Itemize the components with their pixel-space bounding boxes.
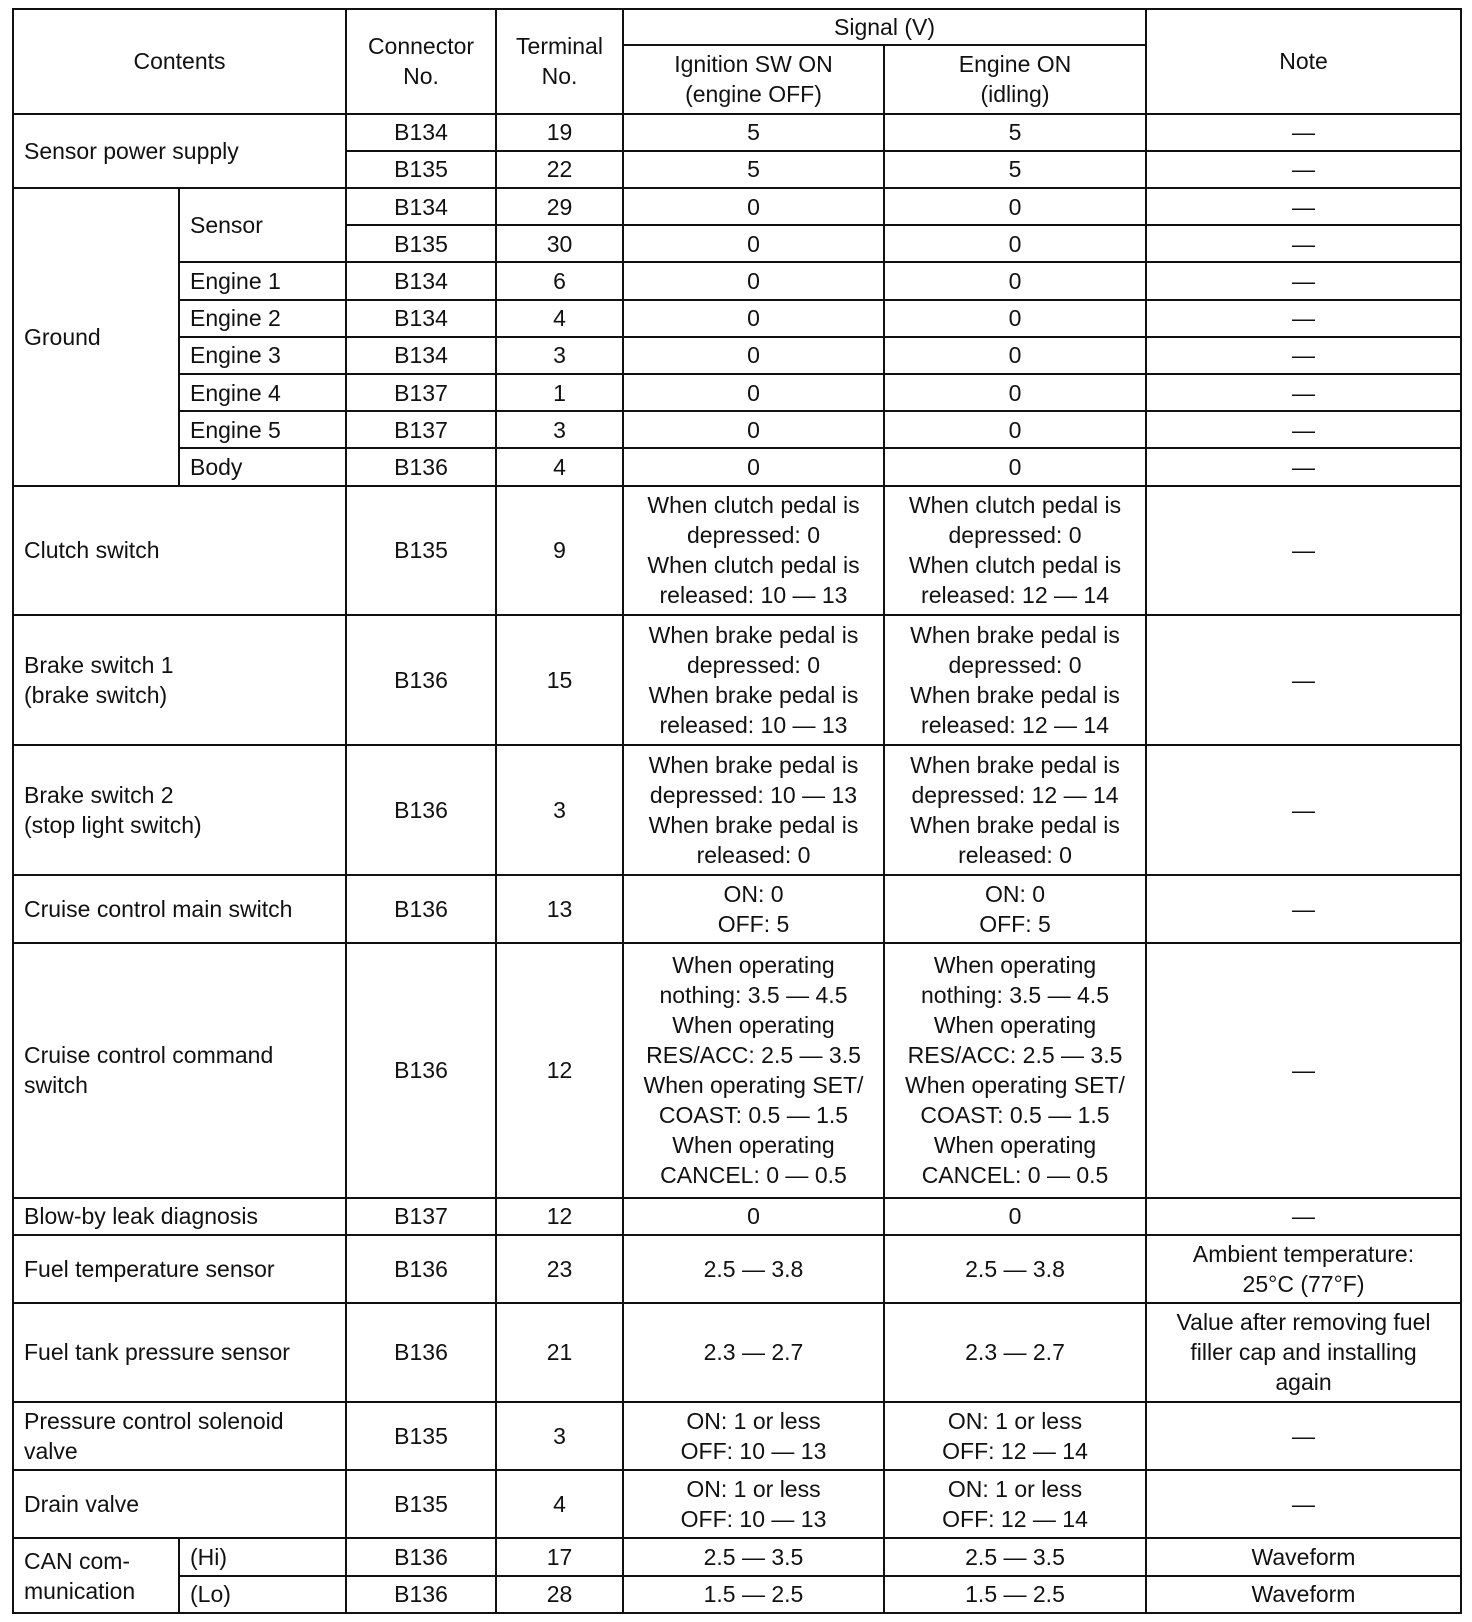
terminal-cell: 4	[496, 448, 623, 485]
ignition-cell: When brake pedal is depressed: 10 — 13 When brake pedal is released: 0	[623, 745, 884, 875]
header-terminal: Terminal No.	[496, 9, 623, 114]
engine-cell: 0	[884, 337, 1146, 374]
table-row	[13, 943, 1461, 1197]
ignition-cell: 5	[623, 114, 884, 151]
connector-cell: B137	[346, 1198, 496, 1235]
engine-cell: When brake pedal is depressed: 0 When brake pedal is released: 12 — 14	[884, 615, 1146, 745]
terminal-cell: 19	[496, 114, 623, 151]
row-label: Clutch switch	[13, 486, 346, 616]
engine-cell: 0	[884, 225, 1146, 262]
row-label: Cruise control main switch	[13, 875, 346, 943]
engine-cell: 0	[884, 374, 1146, 411]
header-ignition: Ignition SW ON (engine OFF)	[623, 45, 884, 113]
connector-cell: B136	[346, 1538, 496, 1575]
engine-cell: When brake pedal is depressed: 12 — 14 When brake pedal is released: 0	[884, 745, 1146, 875]
ignition-cell: 2.3 — 2.7	[623, 1303, 884, 1402]
connector-cell: B134	[346, 300, 496, 337]
table-row	[13, 1576, 1461, 1613]
sub-label: Engine 2	[179, 300, 346, 337]
terminal-cell: 22	[496, 151, 623, 188]
connector-cell: B135	[346, 1402, 496, 1470]
ignition-cell: 0	[623, 225, 884, 262]
ignition-cell: ON: 1 or less OFF: 10 — 13	[623, 1402, 884, 1470]
ignition-cell: When clutch pedal is depressed: 0 When clutch pedal is released: 10 — 13	[623, 486, 884, 616]
sub-label: Body	[179, 448, 346, 485]
note-cell: —	[1146, 1470, 1461, 1538]
connector-cell: B136	[346, 875, 496, 943]
terminal-cell: 4	[496, 1470, 623, 1538]
connector-cell: B135	[346, 486, 496, 616]
connector-cell: B136	[346, 1235, 496, 1303]
table-row	[13, 374, 1461, 411]
connector-cell: B136	[346, 448, 496, 485]
sub-label: Engine 5	[179, 411, 346, 448]
table-row	[13, 1198, 1461, 1235]
engine-cell: 0	[884, 188, 1146, 225]
connector-cell: B136	[346, 615, 496, 745]
row-label: Ground	[13, 188, 179, 486]
table-row	[13, 188, 1461, 225]
sub-label: Engine 3	[179, 337, 346, 374]
engine-cell: 5	[884, 151, 1146, 188]
engine-cell: 0	[884, 1198, 1146, 1235]
connector-cell: B136	[346, 1576, 496, 1613]
row-label: Fuel temperature sensor	[13, 1235, 346, 1303]
terminal-cell: 3	[496, 745, 623, 875]
engine-cell: 0	[884, 262, 1146, 299]
ignition-cell: 5	[623, 151, 884, 188]
note-cell: —	[1146, 225, 1461, 262]
terminal-cell: 13	[496, 875, 623, 943]
terminal-cell: 12	[496, 1198, 623, 1235]
row-label: CAN com- munication	[13, 1538, 179, 1613]
header-connector: Connector No.	[346, 9, 496, 114]
table-row	[13, 1538, 1461, 1575]
table-row	[13, 1303, 1461, 1402]
engine-cell: 5	[884, 114, 1146, 151]
terminal-cell: 3	[496, 1402, 623, 1470]
table-row	[13, 615, 1461, 745]
sub-label: Engine 1	[179, 262, 346, 299]
connector-cell: B135	[346, 151, 496, 188]
terminal-cell: 9	[496, 486, 623, 616]
header-note: Note	[1146, 9, 1461, 114]
note-cell: —	[1146, 448, 1461, 485]
engine-cell: ON: 1 or less OFF: 12 — 14	[884, 1402, 1146, 1470]
engine-cell: When clutch pedal is depressed: 0 When clutch pedal is released: 12 — 14	[884, 486, 1146, 616]
row-label: Brake switch 1 (brake switch)	[13, 615, 346, 745]
terminal-cell: 15	[496, 615, 623, 745]
table-row	[13, 875, 1461, 943]
ignition-cell: ON: 1 or less OFF: 10 — 13	[623, 1470, 884, 1538]
ignition-cell: 0	[623, 262, 884, 299]
terminal-cell: 3	[496, 337, 623, 374]
note-cell: Ambient temperature: 25°C (77°F)	[1146, 1235, 1461, 1303]
table-row	[13, 411, 1461, 448]
connector-cell: B136	[346, 745, 496, 875]
ignition-cell: When operating nothing: 3.5 — 4.5 When operating RES/ACC: 2.5 — 3.5 When operating SET/ COAST: 0.5 — 1.5 When operating CANCEL: 0 — 0.5	[623, 943, 884, 1197]
connector-cell: B134	[346, 262, 496, 299]
ignition-cell: 0	[623, 1198, 884, 1235]
table-row	[13, 448, 1461, 485]
connector-cell: B135	[346, 1470, 496, 1538]
ignition-cell: 0	[623, 411, 884, 448]
ignition-cell: 1.5 — 2.5	[623, 1576, 884, 1613]
note-cell: —	[1146, 745, 1461, 875]
note-cell: —	[1146, 1402, 1461, 1470]
ignition-cell: 0	[623, 448, 884, 485]
note-cell: —	[1146, 411, 1461, 448]
note-cell: —	[1146, 943, 1461, 1197]
ignition-cell: 2.5 — 3.8	[623, 1235, 884, 1303]
header-contents: Contents	[13, 9, 346, 114]
note-cell: —	[1146, 151, 1461, 188]
terminal-cell: 30	[496, 225, 623, 262]
ignition-cell: 2.5 — 3.5	[623, 1538, 884, 1575]
ignition-cell: 0	[623, 337, 884, 374]
note-cell: Value after removing fuel filler cap and installing again	[1146, 1303, 1461, 1402]
terminal-cell: 1	[496, 374, 623, 411]
note-cell: —	[1146, 615, 1461, 745]
connector-cell: B134	[346, 188, 496, 225]
connector-cell: B136	[346, 1303, 496, 1402]
terminal-cell: 23	[496, 1235, 623, 1303]
table-row	[13, 1470, 1461, 1538]
sub-label: (Lo)	[179, 1576, 346, 1613]
row-label: Brake switch 2 (stop light switch)	[13, 745, 346, 875]
header-signal: Signal (V)	[623, 9, 1146, 45]
terminal-cell: 3	[496, 411, 623, 448]
header-row	[13, 9, 1461, 45]
note-cell: —	[1146, 114, 1461, 151]
engine-cell: 0	[884, 411, 1146, 448]
sub-label: Engine 4	[179, 374, 346, 411]
table-row	[13, 300, 1461, 337]
engine-cell: 0	[884, 300, 1146, 337]
ignition-cell: When brake pedal is depressed: 0 When brake pedal is released: 10 — 13	[623, 615, 884, 745]
row-label: Pressure control solenoid valve	[13, 1402, 346, 1470]
note-cell: Waveform	[1146, 1576, 1461, 1613]
ignition-cell: ON: 0 OFF: 5	[623, 875, 884, 943]
terminal-cell: 21	[496, 1303, 623, 1402]
note-cell: —	[1146, 188, 1461, 225]
note-cell: —	[1146, 1198, 1461, 1235]
header-engine: Engine ON (idling)	[884, 45, 1146, 113]
terminal-cell: 6	[496, 262, 623, 299]
note-cell: Waveform	[1146, 1538, 1461, 1575]
engine-cell: When operating nothing: 3.5 — 4.5 When operating RES/ACC: 2.5 — 3.5 When operating SET/ COAST: 0.5 — 1.5 When operating CANCEL: 0 — 0.5	[884, 943, 1146, 1197]
ignition-cell: 0	[623, 300, 884, 337]
note-cell: —	[1146, 875, 1461, 943]
note-cell: —	[1146, 374, 1461, 411]
engine-cell: 1.5 — 2.5	[884, 1576, 1146, 1613]
table-row	[13, 337, 1461, 374]
table-row	[13, 745, 1461, 875]
note-cell: —	[1146, 337, 1461, 374]
table-row	[13, 262, 1461, 299]
table-row	[13, 486, 1461, 616]
note-cell: —	[1146, 486, 1461, 616]
note-cell: —	[1146, 262, 1461, 299]
terminal-cell: 17	[496, 1538, 623, 1575]
signal-spec-table	[12, 8, 1462, 1614]
connector-cell: B134	[346, 337, 496, 374]
row-label: Drain valve	[13, 1470, 346, 1538]
connector-cell: B137	[346, 374, 496, 411]
note-cell: —	[1146, 300, 1461, 337]
engine-cell: 2.5 — 3.5	[884, 1538, 1146, 1575]
ignition-cell: 0	[623, 374, 884, 411]
engine-cell: ON: 1 or less OFF: 12 — 14	[884, 1470, 1146, 1538]
terminal-cell: 29	[496, 188, 623, 225]
row-label: Cruise control command switch	[13, 943, 346, 1197]
table-row	[13, 1402, 1461, 1470]
engine-cell: 2.3 — 2.7	[884, 1303, 1146, 1402]
engine-cell: ON: 0 OFF: 5	[884, 875, 1146, 943]
connector-cell: B134	[346, 114, 496, 151]
connector-cell: B136	[346, 943, 496, 1197]
terminal-cell: 28	[496, 1576, 623, 1613]
table-row	[13, 114, 1461, 151]
terminal-cell: 12	[496, 943, 623, 1197]
connector-cell: B137	[346, 411, 496, 448]
row-label: Sensor power supply	[13, 114, 346, 188]
connector-cell: B135	[346, 225, 496, 262]
sub-label: (Hi)	[179, 1538, 346, 1575]
row-label: Blow-by leak diagnosis	[13, 1198, 346, 1235]
engine-cell: 0	[884, 448, 1146, 485]
engine-cell: 2.5 — 3.8	[884, 1235, 1146, 1303]
ignition-cell: 0	[623, 188, 884, 225]
sub-label: Sensor	[179, 188, 346, 262]
table-row	[13, 1235, 1461, 1303]
row-label: Fuel tank pressure sensor	[13, 1303, 346, 1402]
terminal-cell: 4	[496, 300, 623, 337]
